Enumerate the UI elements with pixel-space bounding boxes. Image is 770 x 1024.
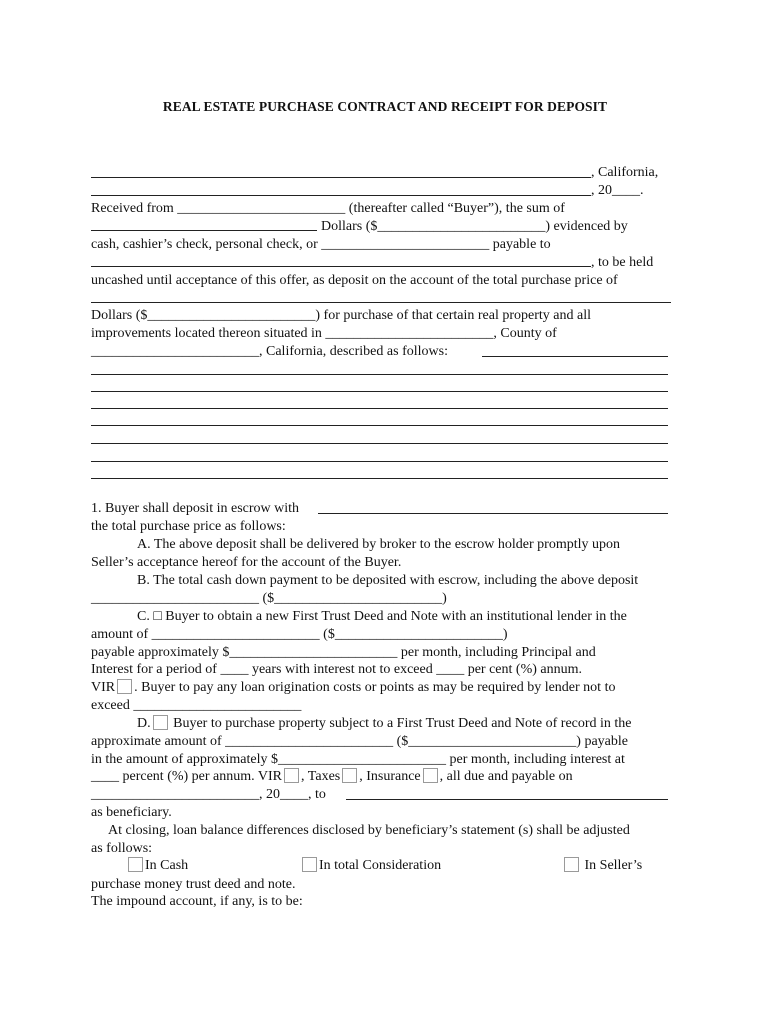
- taxes-label: , Taxes: [301, 769, 341, 784]
- description-blank-7[interactable]: [91, 478, 668, 479]
- line-dollars-evidenced: Dollars ($________________________) evidenced by: [321, 219, 628, 234]
- line-item-c: C. □ Buyer to obtain a new First Trust Deed and Note with an institutional lender in the: [137, 609, 627, 624]
- line-sellers-acceptance: Seller’s acceptance hereof for the account of the Buyer.: [91, 555, 402, 570]
- in-total-consideration-label: In total Consideration: [319, 858, 442, 873]
- line-loan-amount: amount of ________________________ ($________________________): [91, 627, 508, 642]
- description-blank-4[interactable]: [91, 425, 668, 426]
- description-blank-2[interactable]: [91, 391, 668, 392]
- insurance-label: , Insurance: [359, 769, 421, 784]
- vir-checkbox[interactable]: [117, 679, 132, 694]
- item-d-label: D.: [137, 716, 151, 731]
- insurance-checkbox[interactable]: [423, 768, 438, 783]
- date-blank[interactable]: [91, 195, 591, 196]
- line-exceed: exceed ________________________: [91, 698, 302, 713]
- item-d-checkbox[interactable]: [153, 715, 168, 730]
- line-due-date: ________________________, 20____, to: [91, 787, 326, 802]
- description-blank-6[interactable]: [91, 461, 668, 462]
- line-beneficiary: as beneficiary.: [91, 805, 172, 820]
- purchase-price-blank[interactable]: [91, 302, 671, 303]
- beneficiary-blank[interactable]: [346, 799, 668, 800]
- taxes-checkbox[interactable]: [342, 768, 357, 783]
- vir-checkbox-2[interactable]: [284, 768, 299, 783]
- payee-blank[interactable]: [91, 266, 591, 267]
- in-sellers-checkbox[interactable]: [564, 857, 579, 872]
- line-approx-monthly: in the amount of approximately $________________________ per month, including interest at: [91, 752, 625, 767]
- line-described: ________________________, California, described as follows:: [91, 344, 448, 359]
- line-impound: The impound account, if any, is to be:: [91, 894, 303, 909]
- amount-words-blank[interactable]: [91, 230, 317, 231]
- line-adjust-option-2: [302, 857, 502, 875]
- line-purchase-dollars: Dollars ($________________________) for purchase of that certain real property and all: [91, 308, 591, 323]
- description-blank-5[interactable]: [91, 443, 668, 444]
- line-payment-method: cash, cashier’s check, personal check, or ________________________ payable to: [91, 237, 551, 252]
- line-improvements: improvements located thereon situated in ________________________, County of: [91, 326, 557, 341]
- percent-vir-text: ____ percent (%) per annum. VIR: [91, 769, 283, 784]
- line-item-b: B. The total cash down payment to be deposited with escrow, including the above deposit: [137, 573, 639, 588]
- line-to-be-held: , to be held: [591, 255, 654, 270]
- description-blank-1[interactable]: [91, 374, 668, 375]
- in-sellers-label: In Seller’s: [584, 858, 643, 873]
- in-total-consideration-checkbox[interactable]: [302, 857, 317, 872]
- line-down-payment-amount: ________________________ ($________________________): [91, 591, 447, 606]
- line-adjust-option-3: [564, 857, 664, 875]
- line-approx-amount: approximate amount of ________________________ ($________________________) payable: [91, 734, 628, 749]
- line-percent-options: [91, 768, 671, 786]
- line-as-follows: as follows:: [91, 841, 153, 856]
- escrow-holder-blank[interactable]: [318, 513, 668, 514]
- line-uncashed: uncashed until acceptance of this offer, as deposit on the account of the total purchase price of: [91, 273, 618, 288]
- description-blank-0[interactable]: [482, 356, 668, 357]
- line-monthly-payment: payable approximately $________________________ per month, including Principal and: [91, 645, 596, 660]
- due-payable-text: , all due and payable on: [439, 769, 573, 784]
- description-blank-3[interactable]: [91, 408, 668, 409]
- line-received-from: Received from ________________________ (thereafter called “Buyer”), the sum of: [91, 201, 565, 216]
- vir-label: VIR: [91, 680, 116, 695]
- in-cash-label: In Cash: [145, 858, 189, 873]
- line-purchase-money: purchase money trust deed and note.: [91, 877, 296, 892]
- line-at-closing: At closing, loan balance differences disclosed by beneficiary’s statement (s) shall be adjusted: [108, 823, 630, 838]
- item-d-text: Buyer to purchase property subject to a First Trust Deed and Note of record in the: [173, 716, 632, 731]
- line-escrow-deposit: 1. Buyer shall deposit in escrow with: [91, 501, 300, 516]
- line-california: , California,: [591, 165, 659, 180]
- line-year: , 20____.: [591, 183, 644, 198]
- line-loan-period: Interest for a period of ____ years with interest not to exceed ____ per cent (%) annum.: [91, 662, 582, 677]
- line-item-a: A. The above deposit shall be delivered by broker to the escrow holder promptly upon: [137, 537, 621, 552]
- origination-text: . Buyer to pay any loan origination costs or points as may be required by lender not to: [134, 680, 616, 695]
- line-vir-origination: [91, 679, 671, 697]
- line-total-price: the total purchase price as follows:: [91, 519, 286, 534]
- in-cash-checkbox[interactable]: [128, 857, 143, 872]
- document-title: REAL ESTATE PURCHASE CONTRACT AND RECEIPT FOR DEPOSIT: [162, 99, 608, 114]
- line-item-d: [91, 715, 717, 733]
- location-blank[interactable]: [91, 177, 591, 178]
